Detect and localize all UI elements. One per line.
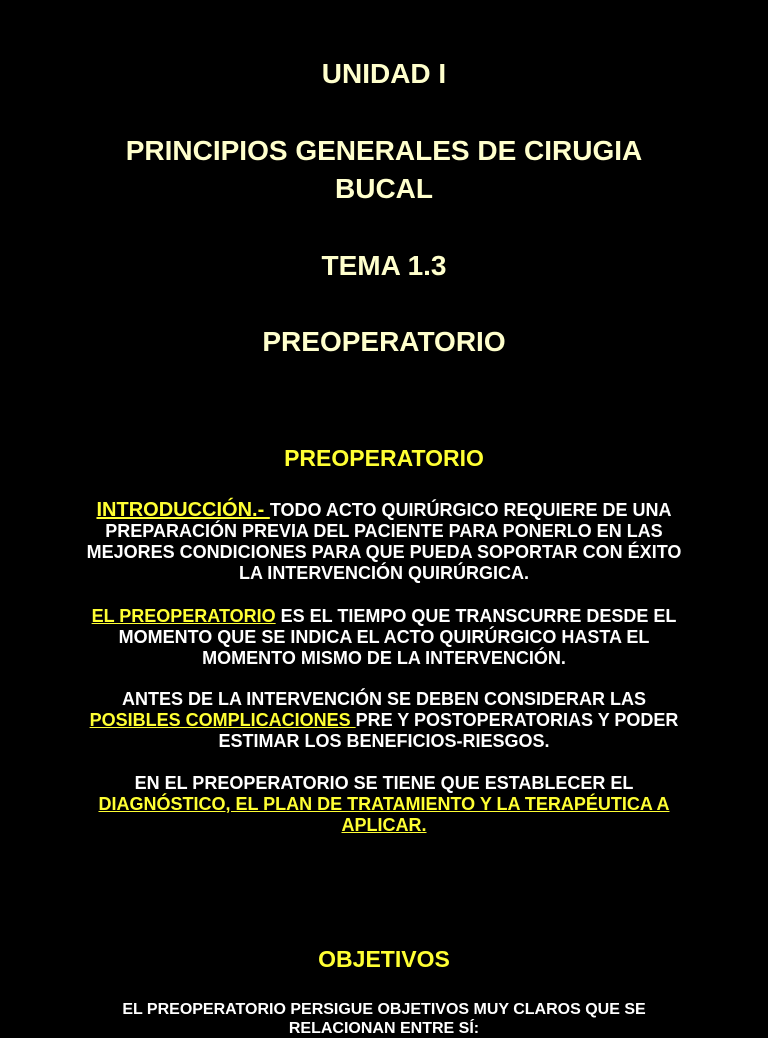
complications-paragraph: [40, 689, 728, 752]
complications-line-3: ESTIMAR LOS BENEFICIOS-RIESGOS.: [218, 731, 550, 751]
diagnosis-line-3: [40, 815, 728, 836]
diagnosis-highlight-line3: APLICAR.: [341, 815, 427, 835]
intro-paragraph: [40, 500, 728, 584]
definition-line-2: MOMENTO QUE SE INDICA EL ACTO QUIRÚRGICO HASTA EL: [118, 627, 650, 647]
intro-label: INTRODUCCIÓN.-: [96, 499, 270, 521]
intro-line-1-text: TODO ACTO QUIRÚRGICO REQUIERE DE UNA: [269, 500, 672, 520]
topic-number: TEMA 1.3: [321, 250, 447, 281]
complications-highlight: POSIBLES COMPLICACIONES: [89, 710, 356, 730]
subject-title-line1: PRINCIPIOS GENERALES DE CIRUGIA: [125, 135, 643, 166]
complications-line-2-text: PRE Y POSTOPERATORIAS Y PODER: [355, 710, 679, 730]
section-heading-objetivos: OBJETIVOS: [318, 946, 450, 972]
section-heading-preoperatorio: PREOPERATORIO: [284, 445, 484, 471]
intro-line-3: MEJORES CONDICIONES PARA QUE PUEDA SOPORTAR CON ÉXITO: [86, 542, 682, 562]
complications-line-2: [40, 710, 728, 731]
topic-title: PREOPERATORIO: [262, 326, 506, 357]
complications-line-1: ANTES DE LA INTERVENCIÓN SE DEBEN CONSIDERAR LAS: [121, 689, 647, 709]
definition-highlight: EL PREOPERATORIO: [91, 606, 276, 626]
intro-line-4: LA INTERVENCIÓN QUIRÚRGICA.: [238, 563, 529, 583]
diagnosis-line-1: EN EL PREOPERATORIO SE TIENE QUE ESTABLECER EL: [134, 773, 634, 793]
definition-paragraph: [40, 606, 728, 669]
intro-line-1: [40, 500, 728, 521]
definition-line-3: MOMENTO MISMO DE LA INTERVENCIÓN.: [202, 648, 566, 668]
definition-line-1: [40, 606, 728, 627]
diagnosis-highlight-line2: DIAGNÓSTICO, EL PLAN DE TRATAMIENTO Y LA TERAPÉUTICA A: [98, 794, 670, 814]
diagnosis-paragraph: [40, 773, 728, 836]
objectives-line-1: EL PREOPERATORIO PERSIGUE OBJETIVOS MUY CLAROS QUE SE: [122, 1001, 646, 1018]
unit-title: UNIDAD I: [321, 58, 447, 89]
intro-line-2: PREPARACIÓN PREVIA DEL PACIENTE PARA PONERLO EN LAS: [105, 521, 663, 541]
diagnosis-line-2: [40, 794, 728, 815]
definition-line-1-text: ES EL TIEMPO QUE TRANSCURRE DESDE EL: [275, 606, 677, 626]
subject-title-line2: BUCAL: [335, 173, 433, 204]
objectives-line-2: RELACIONAN ENTRE SÍ:: [288, 1020, 480, 1037]
objectives-paragraph: [90, 1000, 678, 1038]
